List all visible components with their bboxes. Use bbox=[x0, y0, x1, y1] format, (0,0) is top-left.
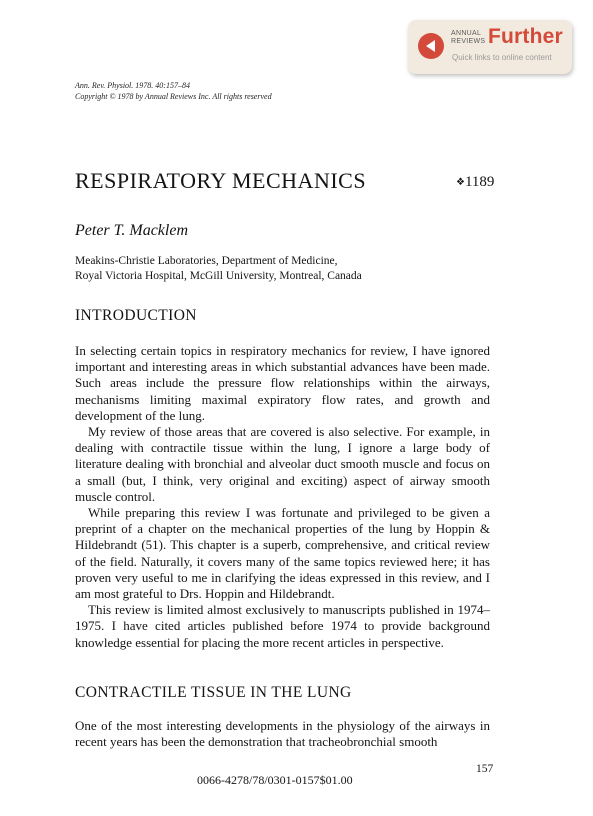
section-heading-introduction: INTRODUCTION bbox=[75, 307, 197, 324]
paragraph: My review of those areas that are covered is also selective. For example, in dealing with contractile tissue within the lung, I ignore a large body of literature dealing with bronchial and alveolar duct smooth muscle and focus on a small (but, I think, very original and exciting) aspect of airway smooth muscle control. bbox=[75, 424, 490, 504]
introduction-body bbox=[75, 343, 490, 651]
diamond-icon: ❖ bbox=[456, 177, 465, 188]
affiliation-line-2: Royal Victoria Hospital, McGill University, Montreal, Canada bbox=[75, 270, 362, 282]
paragraph: In selecting certain topics in respiratory mechanics for review, I have ignored important and interesting areas in which substantial advances have been made. Such areas include the pressure flow relationships within the airways, mechanisms limiting maximal expiratory flow rates, and growth and development of the lung. bbox=[75, 343, 490, 423]
page-number: 157 bbox=[476, 763, 494, 775]
author-name: Peter T. Macklem bbox=[75, 222, 188, 239]
annual-reviews-logo: ANNUAL REVIEWS bbox=[451, 30, 486, 45]
paragraph: While preparing this review I was fortunate and privileged to be given a preprint of a chapter on the mechanical properties of the lung by Hoppin & Hildebrandt (51). This chapter is a superb, comprehensive, and critical review of the field. Naturally, it covers many of the same topics reviewed here; it has proven very useful to me in clarifying the ideas expressed in this review, and I am most grateful to Drs. Hoppin and Hildebrandt. bbox=[75, 505, 490, 602]
footer-code: 0066-4278/78/0301-0157$01.00 bbox=[197, 773, 353, 787]
copyright-line: Copyright © 1978 by Annual Reviews Inc. All rights reserved bbox=[75, 92, 272, 101]
citation-line: Ann. Rev. Physiol. 1978. 40:157–84 bbox=[75, 81, 190, 90]
further-label: Further bbox=[488, 25, 563, 48]
contractile-body bbox=[75, 718, 490, 750]
further-badge[interactable] bbox=[408, 20, 572, 74]
article-title: RESPIRATORY MECHANICS bbox=[75, 168, 367, 193]
arrow-left-icon bbox=[418, 33, 444, 59]
further-subtitle: Quick links to online content bbox=[452, 53, 552, 62]
paragraph: This review is limited almost exclusively to manuscripts published in 1974–1975. I have cited articles published before 1974 to provide background knowledge essential for placing the more recent articles in perspective. bbox=[75, 602, 490, 650]
article-code: ❖1189 bbox=[456, 174, 495, 190]
paragraph: One of the most interesting developments in the physiology of the airways in recent years has been the demonstration that tracheobronchial smooth bbox=[75, 718, 490, 750]
section-heading-contractile-tissue: CONTRACTILE TISSUE IN THE LUNG bbox=[75, 684, 352, 701]
affiliation-line-1: Meakins-Christie Laboratories, Department of Medicine, bbox=[75, 255, 338, 267]
